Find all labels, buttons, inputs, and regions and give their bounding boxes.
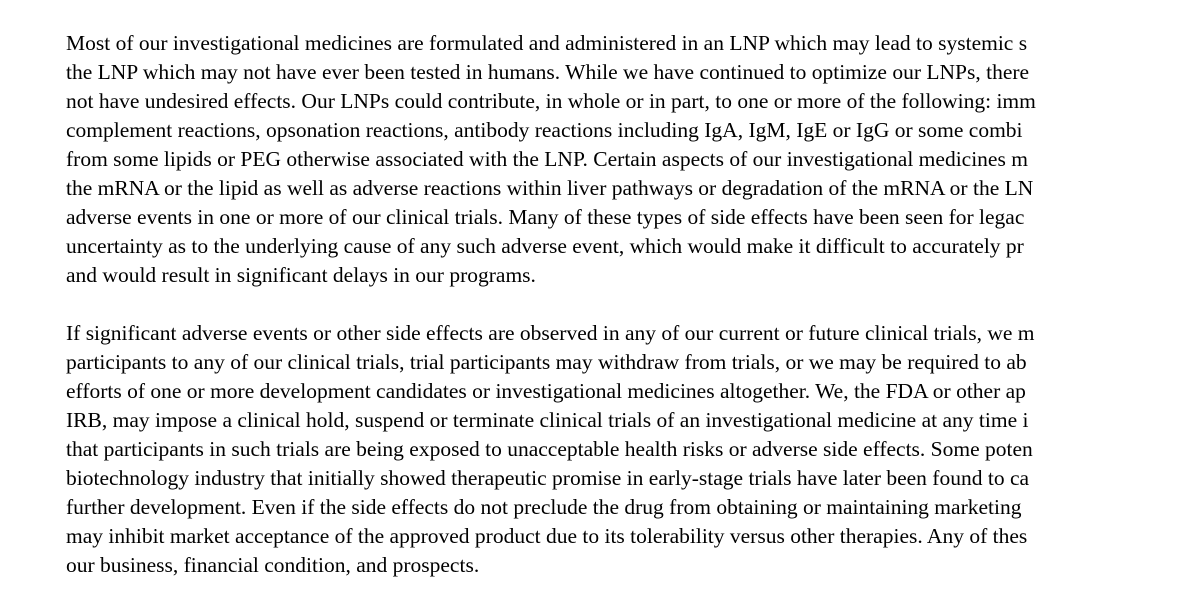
text-line: our business, financial condition, and prospects. — [66, 553, 480, 577]
text-line: not have undesired effects. Our LNPs could contribute, in whole or in part, to one or more of the following: imm — [66, 89, 1036, 113]
text-line: biotechnology industry that initially showed therapeutic promise in early-stage trials have later been found to ca — [66, 466, 1030, 490]
text-line: adverse events in one or more of our clinical trials. Many of these types of side effects have been seen for legac — [66, 205, 1025, 229]
text-line: IRB, may impose a clinical hold, suspend or terminate clinical trials of an investigational medicine at any time i — [66, 408, 1029, 432]
text-line: the LNP which may not have ever been tested in humans. While we have continued to optimize our LNPs, there — [66, 60, 1030, 84]
text-line: that participants in such trials are being exposed to unacceptable health risks or adverse side effects. Some poten — [66, 437, 1033, 461]
text-line: from some lipids or PEG otherwise associated with the LNP. Certain aspects of our investigational medicines m — [66, 147, 1028, 171]
text-line: If significant adverse events or other side effects are observed in any of our current or future clinical trials, we m — [66, 321, 1035, 345]
text-line: Most of our investigational medicines are formulated and administered in an LNP which may lead to systemic s — [66, 31, 1028, 55]
text-line: uncertainty as to the underlying cause of any such adverse event, which would make it difficult to accurately pr — [66, 234, 1024, 258]
text-line: complement reactions, opsonation reactions, antibody reactions including IgA, IgM, IgE or IgG or some combi — [66, 118, 1023, 142]
paragraph-lnp-side-effects — [66, 29, 1200, 290]
text-line: may inhibit market acceptance of the approved product due to its tolerability versus other therapies. Any of thes — [66, 524, 1028, 548]
text-line: further development. Even if the side effects do not preclude the drug from obtaining or maintaining marketing — [66, 495, 1022, 519]
document-body — [66, 29, 1200, 580]
text-line: efforts of one or more development candidates or investigational medicines altogether. We, the FDA or other ap — [66, 379, 1026, 403]
text-line: the mRNA or the lipid as well as adverse reactions within liver pathways or degradation of the mRNA or the LN — [66, 176, 1034, 200]
paragraph-adverse-events — [66, 319, 1200, 580]
text-line: participants to any of our clinical trials, trial participants may withdraw from trials, or we may be required to ab — [66, 350, 1027, 374]
text-line: and would result in significant delays in our programs. — [66, 263, 536, 287]
